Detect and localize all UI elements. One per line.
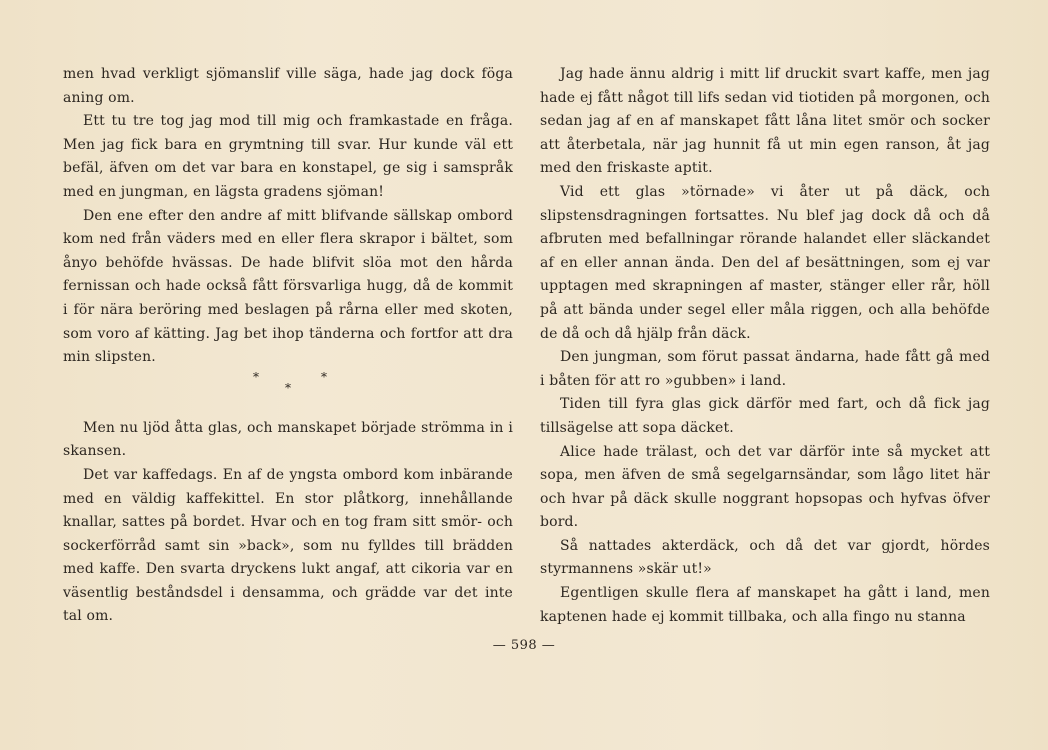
asterisk: * bbox=[253, 369, 260, 384]
paragraph: men hvad verkligt sjömanslif ville säga, hade jag dock föga aning om. bbox=[63, 66, 513, 106]
left-column bbox=[63, 63, 513, 629]
paragraph: Jag hade ännu aldrig i mitt lif druckit svart kaffe, men jag hade ej fått något till lifs sedan vid tiotiden på morgonen, och sedan jag af en af manskapet fått låna litet smör och socker att återbetala, när jag hunnit få ut min egen ranson, åt jag med den friskaste aptit. bbox=[540, 66, 990, 177]
paragraph: Vid ett glas »törnade» vi åter ut på däck, och slipstensdragningen fortsattes. Nu blef jag dock då och då afbruten med befallningar rörande halandet eller släckandet af en eller annan ända. Den del af besättningen, som ej var upptagen med skrapningen af master, stänger eller rår, höll på att bända under segel eller måla riggen, och alla behöfde de då och då hjälp från däck. bbox=[540, 183, 990, 342]
paragraph: Egentligen skulle flera af manskapet ha gått i land, men kaptenen hade ej kommit tillbaka, och alla fingo nu stanna bbox=[540, 585, 990, 625]
paragraph: Det var kaffedags. En af de yngsta ombord kom inbärande med en väldig kaffekittel. En stor plåtkorg, innehållande knallar, sattes på bordet. Hvar och en tog fram sitt smör- och sockerförråd samt sin »back», som nu fylldes till brädden med kaffe. Den svarta dryckens lukt angaf, att cikoria var en väsentlig beståndsdel i densamma, och grädde var det inte tal om. bbox=[63, 466, 513, 625]
asterisk: * bbox=[321, 369, 328, 384]
paragraph: Men nu ljöd åtta glas, och manskapet började strömma in i skansen. bbox=[63, 419, 513, 460]
paragraph: Så nattades akterdäck, och då det var gjordt, hördes styrmannens »skär ut!» bbox=[540, 537, 990, 578]
section-separator bbox=[63, 370, 513, 417]
paragraph: Alice hade trälast, och det var därför inte så mycket att sopa, men äfven de små segelgarnsändar, som lågo litet här och hvar på däck skulle noggrant hopsopas och hyfvas öfver bord. bbox=[540, 443, 990, 531]
right-column bbox=[540, 63, 990, 629]
paragraph: Tiden till fyra glas gick därför med fart, och då fick jag tillsägelse att sopa däcket. bbox=[540, 396, 990, 436]
asterisk: * bbox=[285, 380, 292, 395]
paragraph: Ett tu tre tog jag mod till mig och framkastade en fråga. Men jag fick bara en grymtning till svar. Hur kunde väl ett befäl, äfven om det var bara en konstapel, ge sig i samspråk med en jungman, en lägsta gradens sjöman! bbox=[63, 113, 513, 200]
page-number: — 598 — bbox=[492, 638, 556, 653]
paragraph: Den jungman, som förut passat ändarna, hade fått gå med i båten för att ro »gubben» i land. bbox=[540, 349, 990, 389]
paragraph: Den ene efter den andre af mitt blifvande sällskap ombord kom ned från väders med en eller flera skrapor i bältet, som ånyo behöfde hvässas. De hade blifvit slöa mot den hårda fernissan och hade också fått försvarliga hugg, då de kommit i för nära beröring med beslagen på rårna eller med skoten, som voro af kätting. Jag bet ihop tänderna och fortfor att dra min slipsten. bbox=[63, 207, 513, 366]
